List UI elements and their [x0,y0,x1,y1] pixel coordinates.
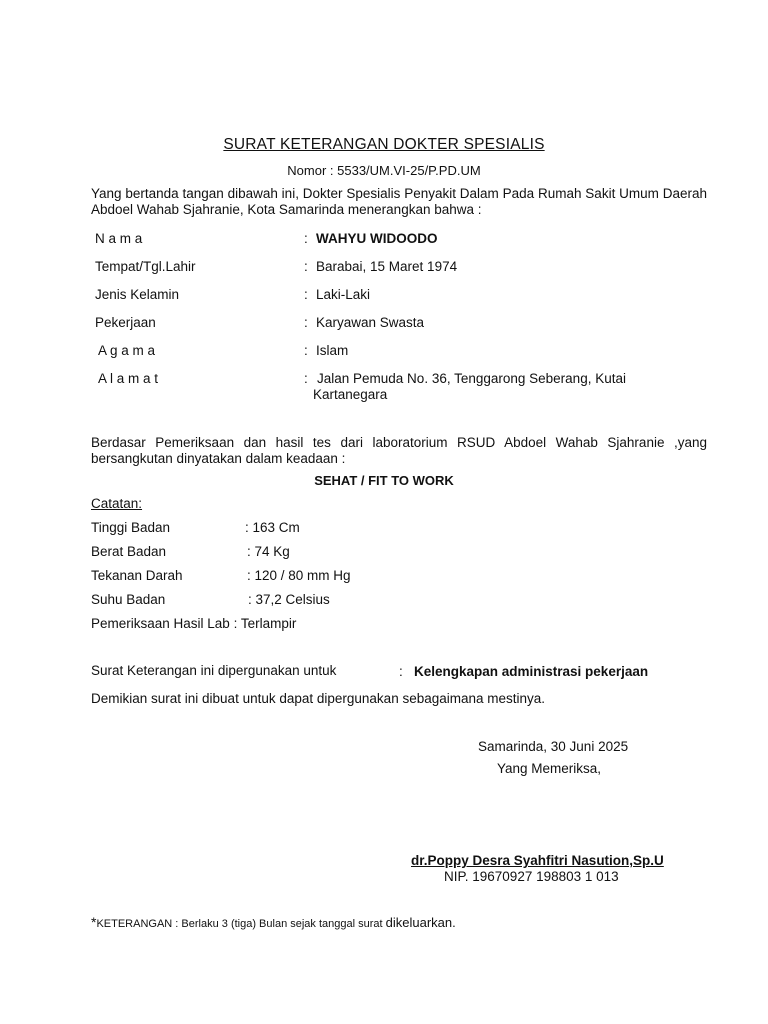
closing-statement: Demikian surat ini dibuat untuk dapat dipergunakan sebagaimana mestinya. [91,691,546,706]
value-agama: Islam [316,343,349,358]
doctor-name: dr.Poppy Desra Syahfitri Nasution,Sp.U [411,853,664,868]
colon-pekerjaan: : [304,315,308,330]
label-tekanan-darah: Tekanan Darah [91,568,183,583]
validity-note [91,914,456,930]
label-jenis-kelamin: Jenis Kelamin [95,287,180,302]
label-agama: A g a m a [98,343,156,358]
lab-result: Pemeriksaan Hasil Lab : Terlampir [91,616,297,631]
intro-paragraph: Yang bertanda tangan dibawah ini, Dokter Spesialis Penyakit Dalam Pada Rumah Sakit Umum Daerah Abdoel Wahab Sjahranie, Kota Samarinda menerangkan bahwa : [91,186,707,217]
colon-alamat: : [304,371,308,386]
purpose-value: Kelengkapan administrasi pekerjaan [414,664,649,679]
label-alamat: A l a m a t [98,371,159,386]
value-tekanan-darah: : 120 / 80 mm Hg [247,568,351,583]
value-pekerjaan: Karyawan Swasta [316,315,425,330]
label-nama: N a m a [95,231,143,246]
note-asterisk: * [91,914,97,930]
value-tinggi-badan: : 163 Cm [245,520,300,535]
label-tinggi-badan: Tinggi Badan [91,520,171,535]
colon-tempat-tgl-lahir: : [304,259,308,274]
note-text: KETERANGAN : Berlaku 3 (tiga) Bulan sejak tanggal surat [96,918,386,930]
note-end: dikeluarkan. [385,915,456,930]
purpose-label: Surat Keterangan ini dipergunakan untuk [91,663,337,678]
doctor-nip: NIP. 19670927 198803 1 013 [444,869,619,884]
label-pekerjaan: Pekerjaan [95,315,156,330]
value-suhu-badan: : 37,2 Celsius [248,592,330,607]
examiner-label: Yang Memeriksa, [497,761,602,776]
document-title: SURAT KETERANGAN DOKTER SPESIALIS [223,136,545,153]
value-jenis-kelamin: Laki-Laki [316,287,371,302]
label-tempat-tgl-lahir: Tempat/Tgl.Lahir [95,259,196,274]
value-nama: WAHYU WIDOODO [316,231,438,246]
label-suhu-badan: Suhu Badan [91,592,166,607]
purpose-colon: : [399,664,403,679]
value-tempat-tgl-lahir: Barabai, 15 Maret 1974 [316,259,458,274]
value-alamat-line1: Jalan Pemuda No. 36, Tenggarong Seberang, Kutai [317,371,626,386]
exam-paragraph: Berdasar Pemeriksaan dan hasil tes dari laboratorium RSUD Abdoel Wahab Sjahranie ,yang bersangkutan dinyatakan dalam keadaan : [91,435,707,466]
colon-agama: : [304,343,308,358]
value-berat-badan: : 74 Kg [247,544,290,559]
colon-jenis-kelamin: : [304,287,308,302]
document-number: Nomor : 5533/UM.VI-25/P.PD.UM [287,163,481,178]
catatan-heading: Catatan: [91,496,143,511]
health-status: SEHAT / FIT TO WORK [314,473,454,488]
colon-nama: : [304,231,308,246]
place-date: Samarinda, 30 Juni 2025 [478,739,629,754]
value-alamat-line2: Kartanegara [313,387,388,402]
label-berat-badan: Berat Badan [91,544,167,559]
